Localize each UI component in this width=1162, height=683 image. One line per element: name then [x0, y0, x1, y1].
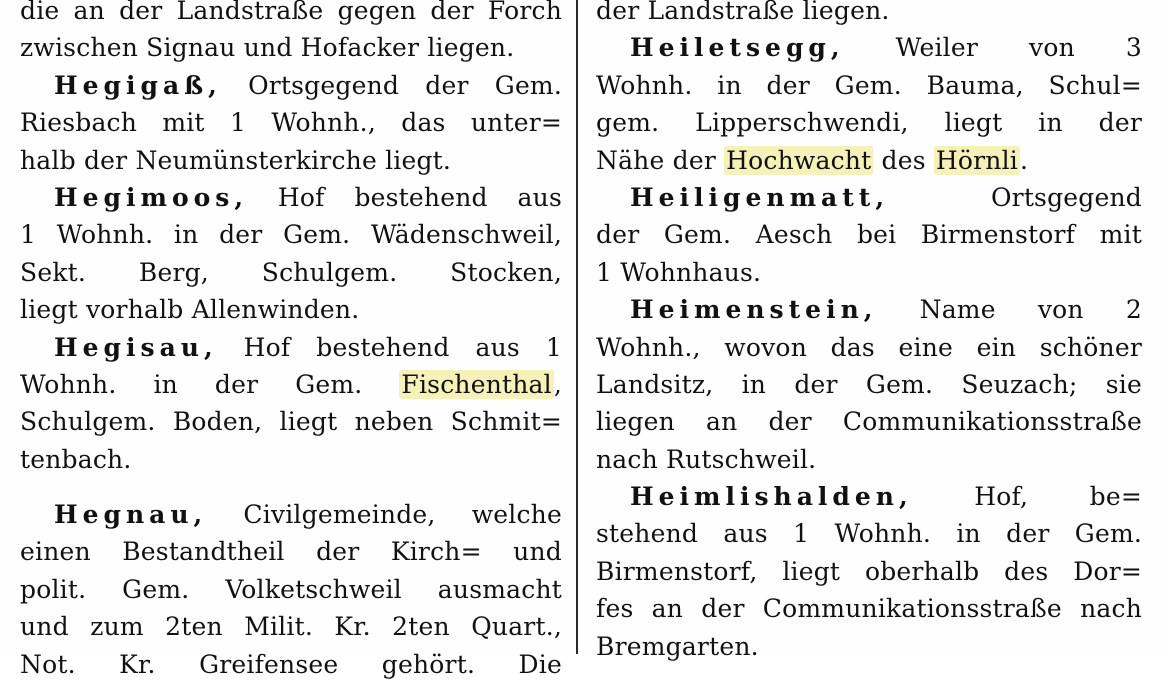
entry-headword: Heiligenmatt,	[630, 182, 890, 212]
entry-headword: Hegisau,	[54, 332, 218, 362]
entry-headword: Heimenstein,	[630, 295, 878, 325]
text-line: der Landstraße liegen.	[596, 0, 890, 25]
entry-text: Hof bestehend aus	[277, 182, 562, 212]
text-line: Wohnh. in der Gem. Bauma, Schul=	[596, 70, 1142, 100]
text-line: 1 Wohnh. in der Gem. Wädenschweil,	[20, 220, 562, 250]
punctuation: .	[1020, 145, 1029, 175]
entry-text: Civilgemeinde, welche	[243, 500, 562, 530]
right-column	[596, 0, 1142, 665]
entry-headword: Heimlishalden,	[630, 482, 913, 512]
text-line: Wohnh., wovon das eine ein schöner	[596, 332, 1142, 362]
entry-headword: Hegigaß,	[54, 70, 222, 100]
text-line: gem. Lipperschwendi, liegt in der	[596, 108, 1142, 138]
entry-text: Wohnh. in der Gem.	[20, 369, 363, 399]
entry-first-line	[20, 67, 562, 104]
entry-text: Weiler von 3	[895, 33, 1142, 63]
entry-first-line	[596, 29, 1142, 66]
text-line: die an der Landstraße gegen der Forch	[20, 0, 562, 25]
text-line	[596, 142, 1142, 179]
paragraph-gap	[20, 478, 562, 496]
text-line: nach Rutschweil.	[596, 444, 817, 474]
entry-headword: Hegnau,	[54, 500, 208, 530]
text-line: tenbach.	[20, 444, 132, 474]
text-line: Schulgem. Boden, liegt neben Schmit=	[20, 407, 562, 437]
entry-text: des	[881, 145, 926, 175]
text-line: polit. Gem. Volketschweil ausmacht	[20, 574, 562, 604]
entry-first-line	[596, 478, 1142, 515]
text-line: halb der Neumünsterkirche liegt.	[20, 145, 452, 175]
entry-first-line	[20, 179, 562, 216]
text-line: Sekt. Berg, Schulgem. Stocken,	[20, 257, 562, 287]
text-line: Landsitz, in der Gem. Seuzach; sie	[596, 369, 1142, 399]
entry-first-line	[20, 329, 562, 366]
highlighted-term[interactable]: Hochwacht	[726, 145, 872, 175]
entry-first-line	[20, 496, 562, 533]
text-line: 1 Wohnhaus.	[596, 257, 762, 287]
text-line: liegen an der Communikationsstraße	[596, 407, 1142, 437]
text-line: Bremgarten.	[596, 631, 759, 661]
text-line: und zum 2ten Milit. Kr. 2ten Quart.,	[20, 612, 562, 642]
text-line: einen Bestandtheil der Kirch= und	[20, 537, 562, 567]
text-line: Birmenstorf, liegt oberhalb des Dor=	[596, 556, 1142, 586]
entry-text: Hof bestehend aus 1	[243, 332, 562, 362]
punctuation: ,	[553, 369, 562, 399]
entry-text: Ortsgegend der Gem.	[248, 70, 562, 100]
column-divider	[576, 0, 578, 654]
highlighted-term[interactable]: Hörnli	[935, 145, 1019, 175]
text-line: Riesbach mit 1 Wohnh., das unter=	[20, 108, 562, 138]
text-line: fes an der Communikationsstraße nach	[596, 594, 1142, 624]
text-line: liegt vorhalb Allenwinden.	[20, 295, 360, 325]
entry-headword: Heiletsegg,	[630, 33, 845, 63]
text-line: Not. Kr. Greifensee gehört. Die	[20, 649, 562, 679]
entry-first-line	[596, 179, 1142, 216]
text-line	[20, 366, 562, 403]
entry-text: Nähe der	[596, 145, 716, 175]
left-column	[20, 0, 562, 683]
highlighted-term[interactable]: Fischenthal	[401, 369, 552, 399]
entry-first-line	[596, 291, 1142, 328]
text-line: zwischen Signau und Hofacker liegen.	[20, 33, 515, 63]
entry-headword: Hegimoos,	[54, 182, 249, 212]
entry-text: Ortsgegend	[990, 182, 1142, 212]
text-line: stehend aus 1 Wohnh. in der Gem.	[596, 519, 1142, 549]
entry-text: Name von 2	[919, 295, 1142, 325]
entry-text: Hof, be=	[974, 482, 1142, 512]
text-line: der Gem. Aesch bei Birmenstorf mit	[596, 220, 1142, 250]
